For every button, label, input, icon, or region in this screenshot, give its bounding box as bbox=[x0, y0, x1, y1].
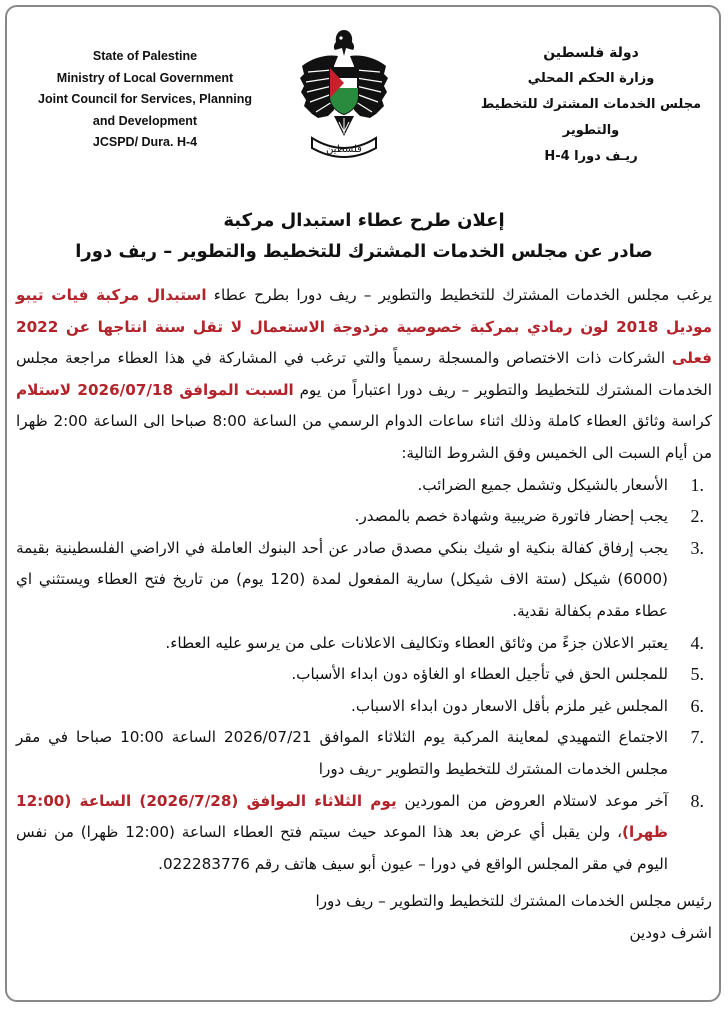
signature-title: رئيس مجلس الخدمات المشترك للتخطيط والتطوير – ريف دورا bbox=[315, 892, 712, 911]
condition-text: يجب إرفاق كفالة بنكية او شيك بنكي مصدق صادر عن أحد البنوك العاملة في الاراضي الفلسطينية بقيمة (6000) شيكل (ستة الاف شيكل) سارية المفعول لمدة (120 يوم) من تاريخ فتح العطاء ويستثني اي عطاء مقدم بكفالة نقدية. bbox=[16, 538, 668, 620]
condition-number: 2. bbox=[690, 506, 704, 527]
announcement-body bbox=[16, 280, 712, 949]
emblem-label: فلسطين bbox=[326, 144, 362, 155]
condition-text: الاجتماع التمهيدي لمعاينة المركبة يوم الثلاثاء الموافق 2026/07/21 الساعة 10:00 صباحا في مقر مجلس الخدمات المشترك للتخطيط والتطوير -ريف دورا bbox=[16, 728, 668, 778]
header-english bbox=[20, 46, 270, 154]
condition-number: 3. bbox=[690, 537, 704, 558]
header-ar-code: ريـف دورا H-4 bbox=[544, 149, 638, 164]
condition-number: 1. bbox=[690, 474, 704, 495]
condition-text: يعتبر الاعلان جزءً من وثائق العطاء وتكاليف الاعلانات على من يرسو عليه العطاء. bbox=[165, 633, 668, 652]
header-en-ministry: Ministry of Local Government bbox=[56, 70, 234, 85]
condition-8-text-1: آخر موعد لاستلام العروض من الموردين bbox=[396, 791, 669, 810]
condition-number: 4. bbox=[690, 632, 704, 653]
header-ar-ministry: وزارة الحكم المحلي bbox=[527, 71, 655, 86]
header-arabic bbox=[470, 40, 712, 170]
condition-item bbox=[16, 470, 712, 502]
intro-highlight-date: السبت الموافق 2026/07/18 لاستلام bbox=[16, 380, 294, 399]
condition-text: المجلس غير ملزم بأقل الاسعار دون ابداء الاسباب. bbox=[351, 696, 668, 715]
condition-8-text-2: ، ولن يقبل أي عرض بعد هذا الموعد حيث سيتم فتح العطاء الساعة (12:00 ظهرا) من نفس اليوم في مقر المجلس الواقع في دورا – عيون أبو سيف هاتف رقم 022283776. bbox=[16, 823, 668, 873]
header-en-state: State of Palestine bbox=[92, 49, 198, 63]
condition-item bbox=[16, 659, 712, 691]
intro-text-2: الشركات ذات الاختصاص والمسجلة رسمياً والتي ترغب في المشاركة في هذا العطاء مراجعة مجلس الخدمات المشترك للتخطيط والتطوير – ريف دورا اعتباراً من يوم bbox=[16, 349, 712, 399]
signature-name: اشرف دودين bbox=[629, 923, 712, 942]
condition-text: الأسعار بالشيكل وتشمل جميع الضرائب. bbox=[417, 475, 668, 494]
title-line-1: إعلان طرح عطاء استبدال مركبة bbox=[223, 210, 505, 231]
header-en-council-cont: and Development bbox=[92, 113, 198, 128]
condition-item bbox=[16, 691, 712, 723]
condition-item bbox=[16, 501, 712, 533]
header-ar-council: مجلس الخدمات المشترك للتخطيط والتطوير bbox=[480, 97, 702, 138]
condition-text: يجب إحضار فاتورة ضريبية وشهادة خصم بالمصدر. bbox=[354, 507, 668, 526]
header-ar-state: دولة فلسطين bbox=[543, 45, 639, 61]
signature-block bbox=[16, 886, 712, 949]
condition-item bbox=[16, 628, 712, 660]
condition-item bbox=[16, 722, 712, 785]
intro-text-1: يرغب مجلس الخدمات المشترك للتخطيط والتطوير – ريف دورا بطرح عطاء bbox=[206, 286, 712, 304]
condition-number: 5. bbox=[690, 664, 704, 685]
condition-number: 7. bbox=[690, 727, 704, 748]
palestine-eagle-emblem-icon bbox=[298, 26, 390, 166]
announcement-title bbox=[20, 205, 708, 267]
intro-paragraph bbox=[16, 280, 712, 470]
title-line-2: صادر عن مجلس الخدمات المشترك للتخطيط والتطوير – ريف دورا bbox=[75, 241, 653, 262]
intro-text-3: كراسة وثائق العطاء كاملة وذلك اثناء ساعات الدوام الرسمي من الساعة 8:00 صباحا الى الساعة 2:00 ظهرا من أيام السبت الى الخميس وفق الشروط التالية: bbox=[16, 412, 713, 462]
condition-text: للمجلس الحق في تأجيل العطاء او الغاؤه دون ابداء الأسباب. bbox=[291, 665, 668, 684]
header-en-council: Joint Council for Services, Planning bbox=[38, 92, 252, 106]
condition-item bbox=[16, 786, 712, 881]
intro-highlight-vehicle: استبدال مركبة فيات تيبو موديل 2018 لون رمادي بمركبة خصوصية مزدوجة الاستعمال لا تقل سنة انتاجها عن 2022 فعلى bbox=[16, 286, 712, 368]
header-en-code: JCSPD/ Dura. H-4 bbox=[92, 135, 198, 149]
conditions-list bbox=[16, 470, 712, 881]
condition-8-deadline: يوم الثلاثاء الموافق (2026/7/28) الساعة (12:00 ظهرا) bbox=[16, 791, 668, 842]
condition-item bbox=[16, 533, 712, 628]
condition-number: 6. bbox=[690, 695, 704, 716]
condition-number: 8. bbox=[690, 790, 704, 811]
